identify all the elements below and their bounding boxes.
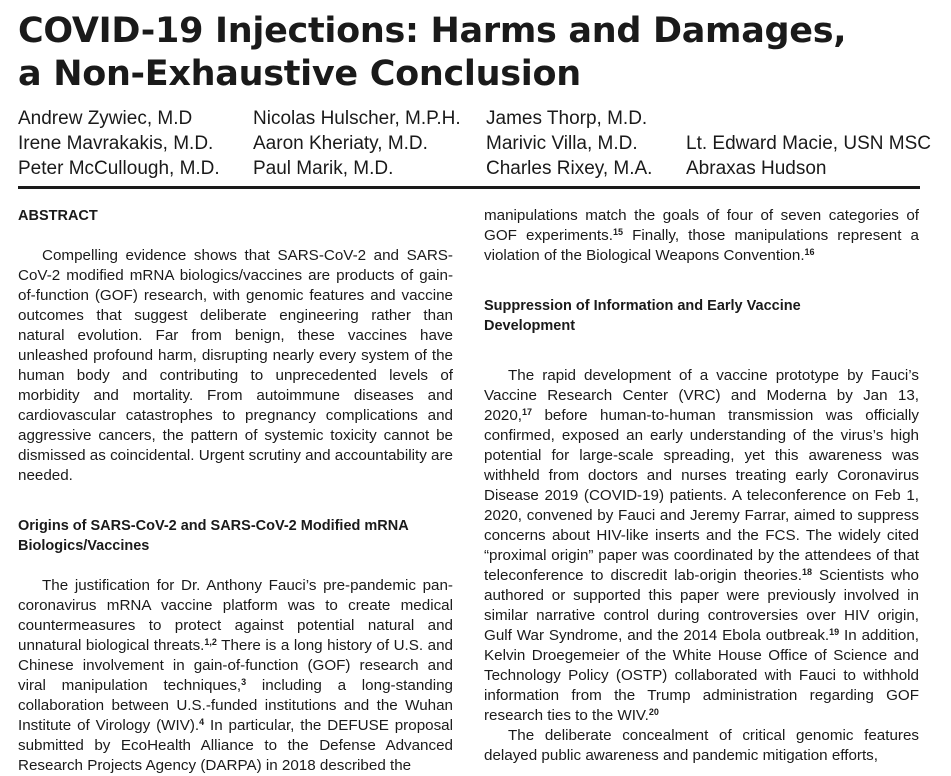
continued-text-a: manipulations match the goals of four of seven categories of GOF experiments. <box>484 207 919 244</box>
citation-ref: 16 <box>804 247 815 257</box>
continued-text-b: Finally, those manipulations represent a violation of the Biological Weapons Convention. <box>484 227 919 264</box>
author-name: Marivic Villa, M.D. <box>486 133 638 154</box>
citation-ref: 17 <box>522 407 533 417</box>
author-name: Charles Rixey, M.A. <box>486 158 653 179</box>
concealment-paragraph: The deliberate concealment of critical genomic features delayed public awareness and pandemic mitigation efforts, <box>484 727 919 764</box>
abstract-text: Compelling evidence shows that SARS-CoV-2 and SARS-CoV-2 modified mRNA biologics/vaccines are products of gain-of-function (GOF) research, with genomic features and vaccine outcomes that suggest deliberate engineering rather than natural evolution. Far from benign, these vaccines have unleashed profound harm, disrupting nearly every system of the human body and contributing to unprecedented levels of morbidity and mortality. From autoimmune diseases and cardiovascular catastrophes to pregnancy complications and aggressive cancers, the pattern of systemic toxicity cannot be dismissed as coincidental. Urgent scrutiny and accountability are needed. <box>18 247 453 484</box>
citation-ref: 15 <box>612 227 623 237</box>
suppression-text-b: before human-to-human transmission was officially confirmed, exposed an early understanding of the virus’s high potential for large-scale spreading, yet this awareness was withheld from doctors and nurses treating early Coronavirus Disease 2019 (COVID-19) patients. A teleconference on Feb 1, 2020, convened by Fauci and Jeremy Farrar, aimed to suppress concerns about HIV-like inserts and the FCS. The widely cited “proximal origin” paper was coordinated by the attendees of that teleconference to discredit lab-origin theories. <box>484 407 919 584</box>
origins-text-d: In particular, the DEFUSE proposal submitted by EcoHealth Alliance to the Defense Advanced Research Projects Agency (DARPA) in 2018 described the <box>18 717 453 774</box>
author-column-1 <box>18 106 220 181</box>
citation-ref: 20 <box>648 707 659 717</box>
origins-text-c: including a long-standing collaboration between U.S.-funded institutions and the Wuhan Institute of Virology (WIV). <box>18 677 454 734</box>
author-name: Andrew Zywiec, M.D <box>18 108 193 129</box>
abstract-heading: ABSTRACT <box>18 208 98 224</box>
citation-ref: 3 <box>241 677 247 687</box>
citation-ref: 19 <box>829 627 840 637</box>
origins-heading-line-2: Biologics/Vaccines <box>18 538 150 554</box>
suppression-text-d: In addition, Kelvin Droegemeier of the White House Office of Science and Technology Policy (OSTP) collaborated with Fauci to withhold information from the Trump administration regarding GOF research ties to the WIV. <box>484 627 920 724</box>
citation-ref: 18 <box>801 567 812 577</box>
author-name: James Thorp, M.D. <box>486 108 648 129</box>
suppression-paragraph <box>484 366 919 726</box>
author-name: Irene Mavrakakis, M.D. <box>18 133 214 154</box>
suppression-heading-line-2: Development <box>484 318 576 334</box>
author-name: Aaron Kheriaty, M.D. <box>253 133 428 154</box>
author-name: Abraxas Hudson <box>686 158 827 179</box>
suppression-text-c: Scientists who authored or supported this paper were previously involved in similar narrative control during controversies over HIV origin, Gulf War Syndrome, and the 2014 Ebola outbreak. <box>484 567 920 644</box>
author-column-3 <box>486 106 652 181</box>
paper-title-line-1: COVID-19 Injections: Harms and Damages, <box>18 11 847 51</box>
author-name: Paul Marik, M.D. <box>253 158 394 179</box>
suppression-heading-line-1: Suppression of Information and Early Vaccine <box>484 298 801 314</box>
author-name: Lt. Edward Macie, USN MSC <box>686 133 931 154</box>
continued-paragraph <box>484 206 919 266</box>
origins-text-a: The justification for Dr. Anthony Fauci’s pre-pandemic pan-coronavirus mRNA vaccine platform was to create medical countermeasures to protect against potential natural and unnatural biological threats. <box>18 577 453 654</box>
paper-title-line-2: a Non-Exhaustive Conclusion <box>18 54 581 94</box>
citation-ref: 4 <box>199 717 205 727</box>
right-column <box>484 206 919 766</box>
origins-paragraph <box>18 576 453 776</box>
suppression-text-a: The rapid development of a vaccine prototype by Fauci’s Vaccine Research Center (VRC) and Moderna by Jan 13, 2020, <box>484 367 919 424</box>
origins-heading <box>18 516 453 556</box>
header-divider <box>18 186 920 189</box>
origins-text-b: There is a long history of U.S. and Chinese involvement in gain-of-function (GOF) research and viral manipulation techniques, <box>18 637 454 694</box>
author-name: Nicolas Hulscher, M.P.H. <box>253 108 461 129</box>
author-column-2 <box>253 106 461 181</box>
suppression-heading <box>484 296 919 336</box>
author-column-4 <box>686 131 931 181</box>
paper-title <box>18 10 938 96</box>
author-name: Peter McCullough, M.D. <box>18 158 220 179</box>
left-column <box>18 206 453 776</box>
citation-ref: 1,2 <box>204 637 217 647</box>
origins-heading-line-1: Origins of SARS-CoV-2 and SARS-CoV-2 Modified mRNA <box>18 518 409 534</box>
